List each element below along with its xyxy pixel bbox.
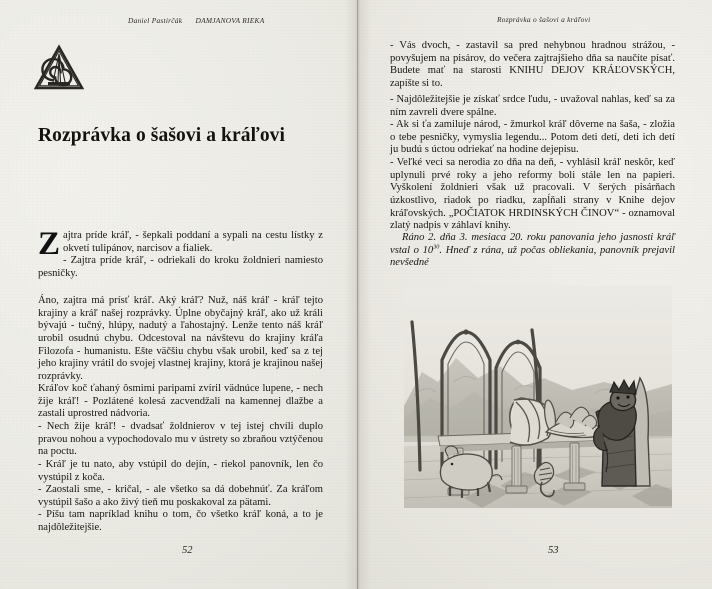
right-paragraph-3: - Ak si ťa zamiluje národ, - žmurkol kráľ dôverne na šaša, - zložia o tebe pesničky, vymyslia legendu... Potom deti detí, deti ich detí ju budú s úctou odriekať na hodine dejepisu. (390, 119, 675, 156)
left-paragraph-1-text: ajtra príde kráľ, - šepkali poddaní a sypali na cestu lístky z okvetí tulipánov, narcisov a fialiek. (63, 230, 323, 254)
left-paragraph-1 (38, 226, 323, 281)
drop-cap: Z (38, 226, 61, 262)
running-head-right: Rozprávka o šašovi a kráľovi (497, 15, 591, 24)
left-paragraph-7: - Zaostali sme, - kričal, - ale všetko sa dá dobehnúť. Za kráľom vystúpil šašo a ako živý tieň mu poskakoval za pätami. (38, 484, 323, 508)
italic-text-part2: . Hneď z rána, už počas obliekania, panovník prejavil nevšedné (390, 244, 675, 269)
running-head-author: Daniel Pastirčák (128, 16, 183, 25)
left-paragraph-3: Áno, zajtra má prísť kráľ. Aký kráľ? Nuž, náš kráľ - kráľ tejto krajiny a kráľ našej rozprávky. Úplne obyčajný kráľ, ako už králi bývajú - tučný, hlúpy, nadutý a ľahostajný. Lenže tento náš kráľ urobil osudnú chybu. Odcestoval na návštevu do krajiny kráľa Filozofa - humanistu. Ešte väčšiu chybu však urobil, keď sa z tej jeho krajiny vrátil do svojej vlastnej krajiny, ktorá je krajinou našej rozprávky. (38, 295, 323, 382)
chapter-title-block (38, 125, 323, 146)
right-paragraph-1: - Vás dvoch, - zastavil sa pred nehybnou hradnou strážou, - povyšujem na pisárov, do večera zajtrajšieho dňa sa naučíte písať. Budete mať na starosti KNIHU DEJOV KRÁĽOVSKÝCH, zapíšte si to. (390, 40, 675, 89)
left-paragraph-4: Kráľov koč ťahaný ôsmimi paripami zvíril vädnúce lupene, - nech žije kráľ! - Pozlátené kolesá zacvendžali na kamennej dlažbe a zastali uprostred nádvoria. (38, 383, 323, 420)
right-paragraph-2: - Najdôležitejšie je získať srdce ľudu, - uvažoval nahlas, keď sa za ním zavreli dvere spálne. (390, 94, 675, 118)
triangle-spiral-emblem-icon (32, 42, 86, 94)
right-paragraph-italic (390, 232, 675, 270)
right-paragraph-4: - Veľké veci sa nerodia zo dňa na deň, - vyhlásil kráľ neskôr, keď uplynuli prvé roky a jeho reformy boli stále len na papieri. Vyškolení žoldnieri však už pracovali. V šerých pisárňach úzkostlivo, riadok po riadku, zapĺňali strany v Knihe dejov kráľovských. „POČIATOK HRDINSKÝCH ČINOV“ - oznamoval zlatý nadpis v záhlaví knihy. (390, 157, 675, 232)
banquet-scene-illustration (404, 286, 672, 508)
italic-text-part1: Ráno 2. dňa 3. mesiaca 20. roku panovania jeho jasnosti kráľ vstal o 10 (390, 232, 675, 256)
page-number-left: 52 (182, 545, 193, 556)
running-head-left (128, 16, 264, 25)
left-paragraph-6: - Kráľ je tu nato, aby vstúpil do dejín, - riekol panovník, len čo vystúpil z koča. (38, 459, 323, 483)
running-head-book-title: DAMJANOVA RIEKA (195, 16, 265, 25)
page-title: Rozprávka o šašovi a kráľovi (38, 125, 286, 146)
left-paragraph-2: - Zajtra príde kráľ, - odriekali do kroku žoldnieri namiesto pesničky. (38, 255, 323, 279)
left-paragraph-8: - Píšu tam napríklad knihu o tom, čo všetko kráľ koná, a to je najdôležitejšie. (38, 509, 323, 533)
italic-superscript: 30 (433, 243, 440, 251)
page-number-right: 53 (548, 545, 559, 556)
left-paragraph-5: - Nech žije kráľ! - dvadsať žoldnierov v tej istej chvíli duplo pravou nohou a vypochodovalo mu v ústrety so zbraňou vztýčenou na poctu. (38, 421, 323, 458)
